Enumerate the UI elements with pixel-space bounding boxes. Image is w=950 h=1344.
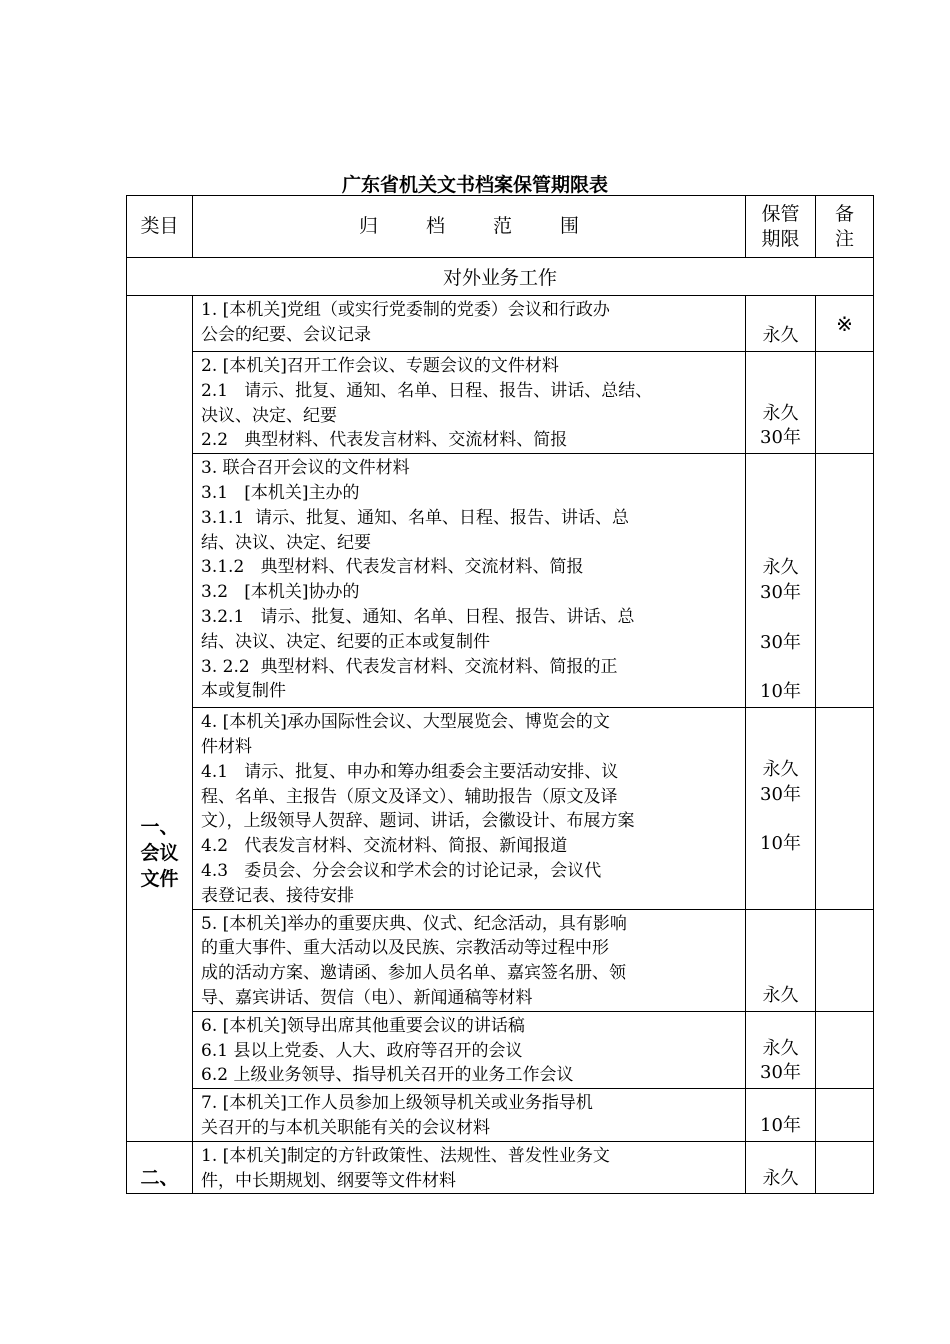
content-line: 决议、决定、纪要 (201, 405, 337, 426)
content-line: 的重大事件、重大活动以及民族、宗教活动等过程中形 (201, 938, 609, 959)
content-line: 1. [本机关]党组（或实行党委制的党委）会议和行政办 (201, 300, 610, 320)
row-period (746, 1011, 816, 1088)
row-note: ※ (816, 296, 874, 352)
row-period (746, 708, 816, 909)
period-value: 30年 (760, 783, 801, 805)
page-title: 广东省机关文书档案保管期限表 (341, 174, 608, 196)
period-value: 30年 (760, 582, 801, 604)
row-note (816, 1089, 874, 1142)
table-row (127, 1011, 874, 1088)
content-line: 结、决议、决定、纪要的正本或复制件 (201, 631, 490, 652)
header-note-line: 备 (834, 202, 854, 225)
content-line: 1. [本机关]制定的方针政策性、法规性、普发性业务文 (201, 1145, 610, 1166)
content-line: 6. [本机关]领导出席其他重要会议的讲话稿 (201, 1015, 525, 1036)
period-value (746, 807, 815, 832)
table-row (127, 909, 874, 1011)
row-note (816, 454, 874, 708)
row-content (193, 1011, 746, 1088)
content-line: 2.1 请示、批复、通知、名单、日程、报告、讲话、总结、 (201, 380, 653, 401)
row-content (193, 296, 746, 352)
header-period-line: 期限 (761, 227, 800, 250)
category-two: 二、 (127, 1141, 193, 1194)
category-label: 会议 (140, 842, 179, 865)
row-content (193, 909, 746, 1011)
period-value: 永久 (762, 984, 799, 1006)
period-value (746, 656, 815, 681)
header-note-line: 注 (834, 227, 854, 250)
header-archive-range (193, 196, 746, 258)
content-line: 4.3 委员会、分会会议和学术会的讨论记录，会议代 (201, 860, 602, 881)
row-note (816, 352, 874, 454)
row-period (746, 296, 816, 352)
header-range-char: 围 (560, 215, 580, 237)
table-row (127, 352, 874, 454)
content-line: 4. [本机关]承办国际性会议、大型展览会、博览会的文 (201, 712, 610, 733)
row-period (746, 352, 816, 454)
header-note (816, 196, 874, 258)
period-value: 永久 (762, 1037, 799, 1059)
content-line: 3.1.1 请示、批复、通知、名单、日程、报告、讲话、总 (201, 507, 630, 528)
row-period (746, 454, 816, 708)
row-note (816, 1011, 874, 1088)
table-row (127, 1141, 874, 1194)
period-value: 10年 (760, 833, 801, 855)
period-value: 永久 (762, 758, 799, 780)
period-value (746, 882, 815, 907)
content-line: 4.1 请示、批复、申办和筹办组委会主要活动安排、议 (201, 761, 619, 782)
content-line: 本或复制件 (201, 681, 286, 702)
content-line: 结、决议、决定、纪要 (201, 532, 371, 553)
row-period (746, 1089, 816, 1142)
period-value: 30年 (760, 631, 801, 653)
table-row (127, 454, 874, 708)
row-note (816, 909, 874, 1011)
row-content (193, 1089, 746, 1142)
row-note (816, 708, 874, 909)
period-value (746, 857, 815, 882)
content-line: 3. 2.2 典型材料、代表发言材料、交流材料、简报的正 (201, 656, 618, 677)
period-value: 永久 (762, 557, 799, 579)
period-value (746, 606, 815, 631)
content-line: 3. 联合召开会议的文件材料 (201, 458, 410, 479)
content-line: 件材料 (201, 736, 252, 757)
period-value: 10年 (760, 1114, 801, 1136)
category-meeting-files (127, 296, 193, 1142)
section-row (127, 258, 874, 296)
retention-table (126, 195, 874, 1194)
content-line: 3.1 [本机关]主办的 (201, 482, 360, 503)
header-range-char: 归 (358, 215, 378, 237)
header-retention-period (746, 196, 816, 258)
content-line: 文），上级领导人贺辞、题词、讲话，会徽设计、布展方案 (201, 811, 635, 832)
table-row (127, 296, 874, 352)
period-value: 永久 (762, 1167, 799, 1189)
row-period (746, 909, 816, 1011)
row-content (193, 708, 746, 909)
table-row (127, 1089, 874, 1142)
header-row (127, 196, 874, 258)
row-content (193, 352, 746, 454)
content-line: 导、嘉宾讲话、贺信（电）、新闻通稿等材料 (201, 987, 533, 1008)
header-category: 类目 (127, 196, 193, 258)
row-content (193, 454, 746, 708)
section-title: 对外业务工作 (127, 258, 874, 296)
row-period (746, 1141, 816, 1194)
header-range-char: 档 (425, 215, 445, 237)
content-line: 3.2 [本机关]协办的 (201, 582, 360, 603)
period-value: 永久 (762, 325, 799, 347)
content-line: 7. [本机关]工作人员参加上级领导机关或业务指导机 (201, 1093, 593, 1114)
content-line: 6.1 县以上党委、人大、政府等召开的会议 (201, 1040, 523, 1061)
category-label: 文件 (140, 868, 179, 891)
content-line: 3.2.1 请示、批复、通知、名单、日程、报告、讲话、总 (201, 606, 635, 627)
content-line: 4.2 代表发言材料、交流材料、简报、新闻报道 (201, 836, 568, 857)
header-period-line: 保管 (761, 202, 800, 225)
period-value: 永久 (762, 402, 799, 424)
content-line: 成的活动方案、邀请函、参加人员名单、嘉宾签名册、领 (201, 963, 626, 984)
period-value: 30年 (760, 1062, 801, 1084)
period-value: 10年 (760, 681, 801, 703)
content-line: 关召开的与本机关职能有关的会议材料 (201, 1117, 490, 1138)
table-row (127, 708, 874, 909)
content-line: 2.2 典型材料、代表发言材料、交流材料、简报 (201, 430, 568, 451)
content-line: 表登记表、接待安排 (201, 885, 354, 906)
period-value: 30年 (760, 427, 801, 449)
content-line: 2. [本机关]召开工作会议、专题会议的文件材料 (201, 356, 559, 376)
category-label: 一、 (140, 816, 179, 839)
row-content (193, 1141, 746, 1194)
header-range-char: 范 (493, 215, 513, 237)
row-note (816, 1141, 874, 1194)
content-line: 6.2 上级业务领导、指导机关召开的业务工作会议 (201, 1065, 574, 1086)
content-line: 程、名单、主报告（原文及译文）、辅助报告（原文及译 (201, 786, 618, 807)
content-line: 件，中长期规划、纲要等文件材料 (201, 1170, 456, 1191)
content-line: 公会的纪要、会议记录 (201, 324, 371, 345)
content-line: 5. [本机关]举办的重要庆典、仪式、纪念活动，具有影响 (201, 913, 627, 934)
content-line: 3.1.2 典型材料、代表发言材料、交流材料、简报 (201, 557, 584, 578)
